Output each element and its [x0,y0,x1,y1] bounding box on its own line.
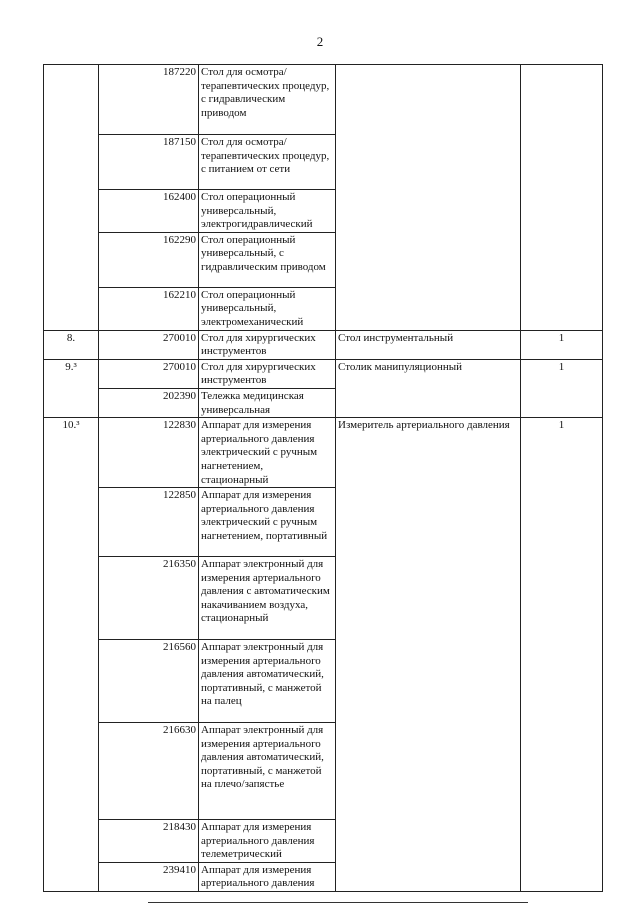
code-cell: 162400 [99,190,199,233]
code-cell: 239410 [99,862,199,891]
equipment-table [43,64,603,892]
table-row [44,65,603,135]
name-cell: Аппарат для измерения артериального давления электрический с ручным нагнетением, стационарный [199,418,336,488]
name-cell: Аппарат для измерения артериального давления [199,862,336,891]
table-row [44,418,603,488]
name-cell: Аппарат электронный для измерения артериального давления автоматический, портативный, с манжетой на палец [199,640,336,723]
name-cell: Стол операционный универсальный, электрогидравлический [199,190,336,233]
bottom-divider [148,902,528,903]
table-row [44,359,603,388]
quantity-cell [521,65,603,331]
code-cell: 216560 [99,640,199,723]
group-cell: Стол инструментальный [336,330,521,359]
code-cell: 270010 [99,330,199,359]
code-cell: 122850 [99,488,199,557]
code-cell: 122830 [99,418,199,488]
name-cell: Стол для хирургических инструментов [199,330,336,359]
name-cell: Аппарат электронный для измерения артериального давления автоматический, портативный, с манжетой на плечо/запястье [199,723,336,820]
code-cell: 187150 [99,135,199,190]
group-cell [336,65,521,331]
name-cell: Стол для осмотра/терапевтических процедур, с гидравлическим приводом [199,65,336,135]
page-number: 2 [316,34,324,49]
item-number-cell [44,65,99,331]
code-cell: 270010 [99,359,199,388]
code-cell: 216630 [99,723,199,820]
table-row [44,330,603,359]
name-cell: Стол для осмотра/терапевтических процедур, с питанием от сети [199,135,336,190]
quantity-cell: 1 [521,418,603,892]
quantity-cell: 1 [521,330,603,359]
name-cell: Аппарат электронный для измерения артериального давления с автоматическим накачиванием воздуха, стационарный [199,557,336,640]
name-cell: Аппарат для измерения артериального давления электрический с ручным нагнетением, портативный [199,488,336,557]
item-number-cell: 10.³ [44,418,99,892]
name-cell: Стол для хирургических инструментов [199,359,336,388]
code-cell: 218430 [99,820,199,863]
name-cell: Стол операционный универсальный, электромеханический [199,287,336,330]
group-cell: Столик манипуляционный [336,359,521,417]
code-cell: 202390 [99,388,199,417]
name-cell: Стол операционный универсальный, с гидравлическим приводом [199,232,336,287]
quantity-cell: 1 [521,359,603,417]
name-cell: Тележка медицинская универсальная [199,388,336,417]
item-number-cell: 8. [44,330,99,359]
code-cell: 162210 [99,287,199,330]
code-cell: 162290 [99,232,199,287]
group-cell: Измеритель артериального давления [336,418,521,892]
code-cell: 187220 [99,65,199,135]
code-cell: 216350 [99,557,199,640]
item-number-cell: 9.³ [44,359,99,417]
name-cell: Аппарат для измерения артериального давления телеметрический [199,820,336,863]
